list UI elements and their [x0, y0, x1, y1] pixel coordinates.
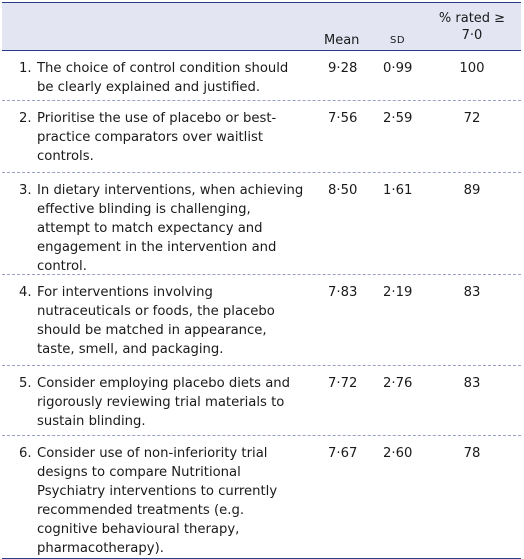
- row-percent: 100: [459, 61, 485, 76]
- row-mean: 7·67: [328, 446, 358, 461]
- row-text: The choice of control condition should be clearly explained and justified.: [37, 61, 289, 95]
- row-mean: 8·50: [328, 183, 358, 198]
- row-text: For interventions involving nutraceuticals or foods, the placebo should be matched in appearance, taste, smell, and packaging.: [37, 285, 275, 357]
- row-sd: 0·99: [383, 61, 413, 76]
- row-sd: 2·76: [383, 376, 413, 391]
- row-mean: 7·72: [328, 376, 358, 391]
- table-row: [2, 275, 521, 366]
- table-row: [2, 436, 521, 558]
- header-percent-rated: [433, 10, 511, 44]
- table-header: [2, 3, 521, 51]
- row-text: In dietary interventions, when achieving effective blinding is challenging, attempt to match expectancy and engagement in the intervention and control.: [37, 183, 304, 274]
- row-sd: 2·60: [383, 446, 413, 461]
- row-sd: 2·19: [383, 285, 413, 300]
- row-percent: 72: [463, 111, 481, 126]
- row-sd: 2·59: [383, 111, 413, 126]
- header-percent-line1: % rated ≥: [438, 11, 506, 26]
- table-row: [2, 366, 521, 436]
- row-percent: 89: [463, 183, 481, 198]
- row-percent: 83: [463, 376, 481, 391]
- row-mean: 9·28: [328, 61, 358, 76]
- header-mean: Mean: [324, 33, 360, 48]
- row-mean: 7·83: [328, 285, 358, 300]
- row-text: Consider employing placebo diets and rigorously reviewing trial materials to sustain blinding.: [37, 376, 291, 429]
- recommendations-table: [2, 2, 521, 559]
- row-percent: 83: [463, 285, 481, 300]
- table-row: [2, 173, 521, 275]
- row-text: Consider use of non-inferiority trial designs to compare Nutritional Psychiatry interventions to currently recommended treatments (e.g. cognitive behavioural therapy, pharmacotherapy).: [37, 446, 278, 556]
- row-number: 5.: [19, 376, 32, 391]
- header-sd: SD: [390, 35, 406, 46]
- row-sd: 1·61: [383, 183, 413, 198]
- table-row: [2, 51, 521, 101]
- row-number: 2.: [19, 111, 32, 126]
- row-number: 6.: [19, 446, 32, 461]
- row-number: 1.: [19, 61, 32, 76]
- row-percent: 78: [463, 446, 481, 461]
- row-text: Prioritise the use of placebo or best-practice comparators over waitlist controls.: [37, 111, 277, 164]
- header-percent-line2: 7·0: [461, 28, 483, 43]
- row-number: 3.: [19, 183, 32, 198]
- row-number: 4.: [19, 285, 32, 300]
- row-mean: 7·56: [328, 111, 358, 126]
- table-row: [2, 101, 521, 173]
